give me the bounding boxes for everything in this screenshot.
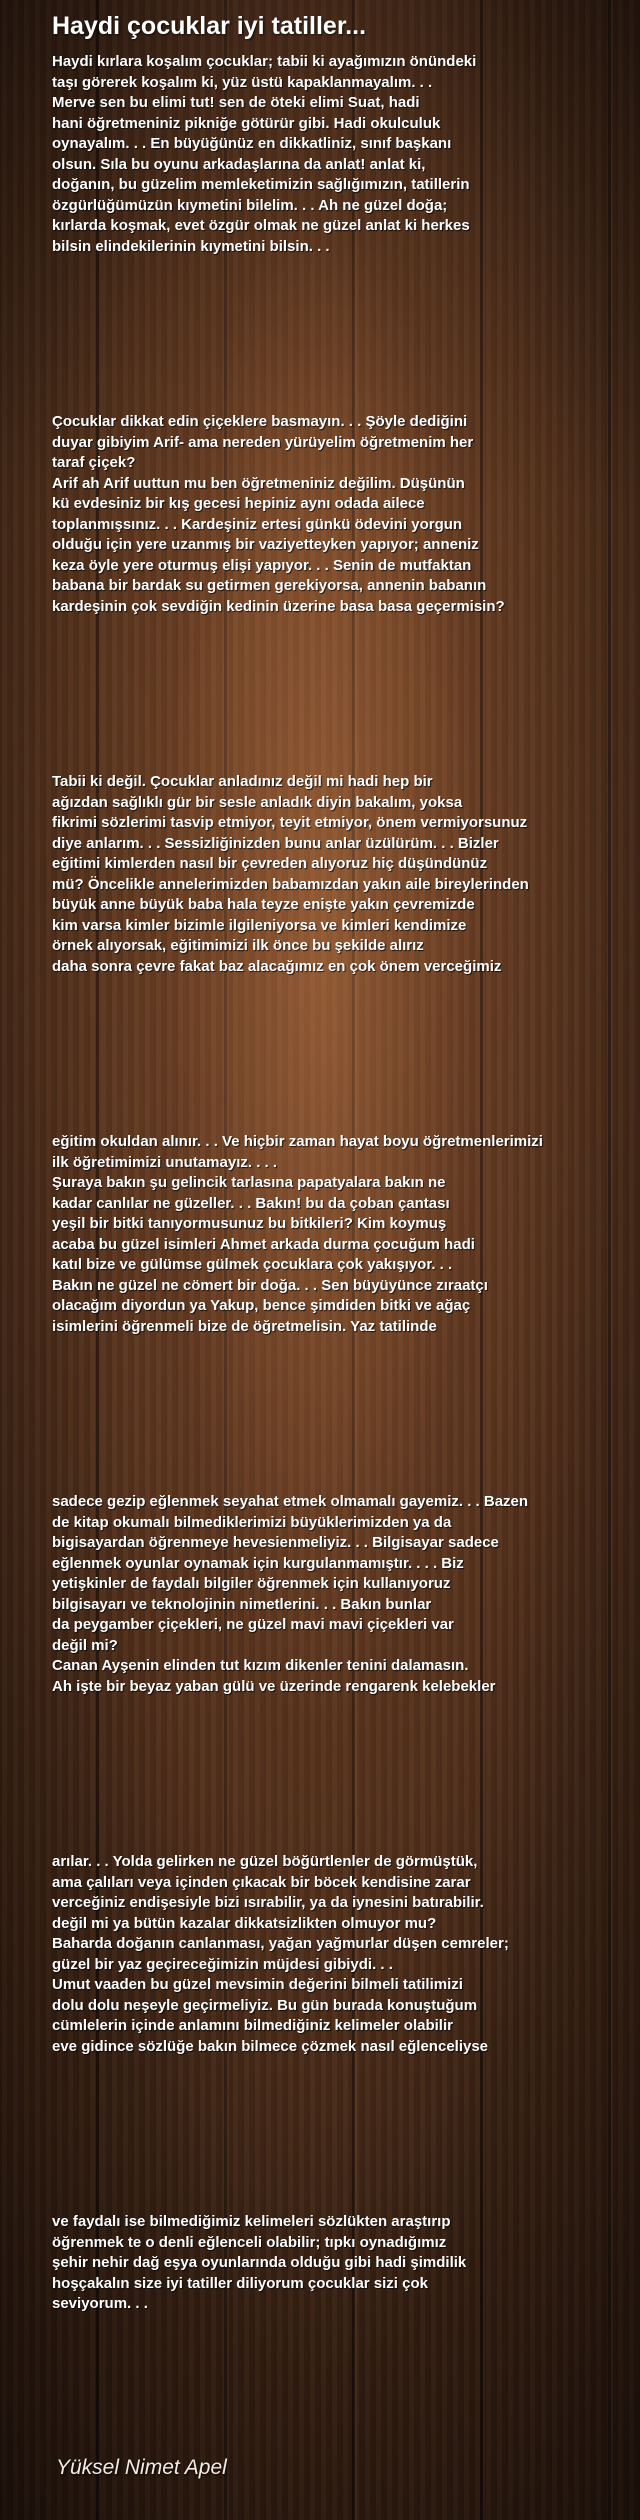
- stanza-3: [52, 772, 612, 977]
- poem-line: diye anlarım. . . Sessizliğinizden bunu anlar üzülürüm. . . Bizler: [52, 834, 499, 852]
- poem-line: da peygamber çiçekleri, ne güzel mavi mavi çiçekleri var: [52, 1616, 454, 1633]
- poem-line: şehir nehir dağ eşya oyunlarında olduğu gibi hadi şimdilik: [52, 2254, 467, 2271]
- poem-line: Arif ah Arif uuttun mu ben öğretmeniniz değilim. Düşünün: [52, 474, 465, 492]
- poem-line: keza öyle yere oturmuş elişi yapıyor. . . Senin de mutfaktan: [52, 556, 472, 574]
- poem-line: doğanın, bu güzelim memleketimizin sağlığımızın, tatillerin: [52, 176, 470, 193]
- poem-line: de kitap okumalı bilmediklerimizi büyüklerimizden ya da: [52, 1513, 452, 1531]
- poem-line: duyar gibiyim Arif- ama nereden yürüyelim öğretmenim her: [52, 433, 474, 451]
- poem-line: ağızdan sağlıklı gür bir sesle anladık diyin bakalım, yoksa: [52, 793, 463, 811]
- poem-line: kırlarda koşmak, evet özgür olmak ne güzel anlat ki herkes: [52, 217, 470, 234]
- poem-line: dolu dolu neşeyle geçirmeliyiz. Bu gün burada konuştuğum: [52, 1996, 478, 2014]
- poem-line: sadece gezip eğlenmek seyahat etmek olmamalı gayemiz. . . Bazen: [52, 1493, 529, 1510]
- poem-line: yetişkinler de faydalı bilgiler öğrenmek için kullanıyoruz: [52, 1575, 451, 1592]
- poem-line: Çocuklar dikkat edin çiçeklere basmayın. . . Şöyle dediğini: [52, 413, 468, 430]
- poem-line: toplanmışsınız. . . Kardeşiniz ertesi günkü ödevini yorgun: [52, 515, 463, 533]
- stanza-6: [52, 1852, 612, 2057]
- poem-line: taraf çiçek?: [52, 454, 136, 471]
- poem-line: ve faydalı ise bilmediğimiz kelimeleri sözlükten araştırıp: [52, 2213, 451, 2230]
- poem-line: daha sonra çevre fakat baz alacağımız en çok önem verceğimiz: [52, 957, 502, 975]
- poem-line: yeşil bir bitki tanıyormusunuz bu bitkileri? Kim koymuş: [52, 1215, 447, 1232]
- poem-line: olduğu için yere uzanmış bir vaziyetteyken yapıyor; anneniz: [52, 536, 479, 553]
- poem-line: büyük anne büyük baba hala teyze enişte yakın çevremizde: [52, 896, 475, 913]
- poem-line: eve gidince sözlüğe bakın bilmece çözmek nasıl eğlenceliyse: [52, 2037, 489, 2055]
- poem-line: babana bir bardak su getirmen gerekiyorsa, annenin babanın: [52, 577, 487, 594]
- poem-line: arılar. . . Yolda gelirken ne güzel böğürtlenler de görmüştük,: [52, 1853, 478, 1870]
- poem-line: Merve sen bu elimi tut! sen de öteki elimi Suat, hadi: [52, 94, 420, 111]
- poem-line: kardeşinin çok sevdiğin kedinin üzerine basa basa geçermisin?: [52, 597, 505, 615]
- poem-line: değil mi ya bütün kazalar dikkatsizlikten olmuyor mu?: [52, 1914, 437, 1932]
- poem-line: Baharda doğanın canlanması, yağan yağmurlar düşen cemreler;: [52, 1935, 509, 1952]
- poem-line: fikrimi sözlerimi tasvip etmiyor, teyit etmiyor, önem vermiyorsunuz: [52, 814, 528, 831]
- poem-line: bilsin elindekilerinin kıymetini bilsin. . .: [52, 237, 330, 255]
- poem-line: ilk öğretimimizi unutamayız. . . .: [52, 1153, 278, 1171]
- poem-line: güzel bir yaz geçireceğimizin müjdesi gibiydi. . .: [52, 1955, 393, 1973]
- stanza-7: [52, 2212, 612, 2315]
- author-name: Yüksel Nimet Apel: [56, 2456, 227, 2479]
- poem-line: öğrenmek te o denli eğlenceli olabilir; tıpkı oynadığımız: [52, 2233, 447, 2251]
- poem-line: Ah işte bir beyaz yaban gülü ve üzerinde rengarenk kelebekler: [52, 1677, 496, 1695]
- poem-line: eğitimi kimlerden nasıl bir çevreden alıyoruz hiç düşündünüz: [52, 855, 488, 872]
- stanza-2: [52, 412, 612, 617]
- poem-line: kim varsa kimler bizimle ilgileniyorsa ve kimleri kendimize: [52, 916, 467, 934]
- poem-line: ama çalıları veya içinden çıkacak bir böcek kendisine zarar: [52, 1873, 471, 1891]
- poem-line: Canan Ayşenin elinden tut kızım dikenler tenini dalamasın.: [52, 1657, 469, 1674]
- poem-line: bilgisayarı ve teknolojinin nimetlerini. . . Bakın bunlar: [52, 1595, 432, 1613]
- poem-title: Haydi çocuklar iyi tatiller...: [52, 12, 367, 40]
- poem-line: cümlelerin içinde anlamını bilmediğiniz kelimeler olabilir: [52, 2017, 453, 2034]
- poem-line: verceğiniz endişesiyle bizi ısırabilir, ya da iynesini batırabilir.: [52, 1894, 484, 1911]
- poem-line: değil mi?: [52, 1636, 118, 1654]
- poem-line: taşı görerek koşalım ki, yüz üstü kapaklanmayalım. . .: [52, 73, 433, 91]
- poem-line: kü evdesiniz bir kış gecesi hepiniz aynı odada ailece: [52, 495, 425, 512]
- stanza-1: [52, 52, 612, 257]
- poem-line: eğitim okuldan alınır. . . Ve hiçbir zaman hayat boyu öğretmenlerimizi: [52, 1133, 543, 1150]
- poem-line: eğlenmek oyunlar oynamak için kurgulanmamıştır. . . . Biz: [52, 1554, 464, 1572]
- poem-line: Tabii ki değil. Çocuklar anladınız değil mi hadi hep bir: [52, 773, 433, 790]
- poem-line: mü? Öncelikle annelerimizden babamızdan yakın aile bireylerinden: [52, 875, 529, 893]
- poem-line: özgürlüğümüzün kıymetini bilelim. . . Ah ne güzel doğa;: [52, 196, 448, 214]
- poem-line: bigisayardan öğrenmeye hevesienmeliyiz. . . Bilgisayar sadece: [52, 1534, 499, 1551]
- poem-line: Şuraya bakın şu gelincik tarlasına papatyalara bakın ne: [52, 1174, 446, 1191]
- poem-line: seviyorum. . .: [52, 2295, 148, 2312]
- poem-line: Umut vaaden bu güzel mevsimin değerini bilmeli tatilimizi: [52, 1976, 463, 1993]
- poem-line: katıl bize ve gülümse gülmek çocuklara çok yakışıyor. . .: [52, 1256, 453, 1273]
- stanza-4: [52, 1132, 612, 1337]
- poem-line: hani öğretmeniniz pikniğe götürür gibi. Hadi okulculuk: [52, 114, 441, 132]
- stanza-5: [52, 1492, 612, 1697]
- poem-line: acaba bu güzel isimleri Ahmet arkada durma çocuğum hadi: [52, 1235, 475, 1253]
- poem-line: oynayalım. . . En büyüğünüz en dikkatliniz, sınıf başkanı: [52, 135, 452, 152]
- poem-line: örnek alıyorsak, eğitimimizi ilk önce bu şekilde alırız: [52, 937, 424, 954]
- poem-line: hoşçakalın size iyi tatiller diliyorum çocuklar sizi çok: [52, 2274, 428, 2292]
- poem-line: Bakın ne güzel ne cömert bir doğa. . . Sen büyüyünce zıraatçı: [52, 1276, 488, 1294]
- poem-line: Haydi kırlara koşalım çocuklar; tabii ki ayağımızın önündeki: [52, 53, 477, 70]
- poem-line: olacağım diyordun ya Yakup, bence şimdiden bitki ve ağaç: [52, 1297, 471, 1314]
- poem-line: kadar canlılar ne güzeller. . . Bakın! bu da çoban çantası: [52, 1194, 450, 1212]
- poem-line: isimlerini öğrenmeli bize de öğretmelisin. Yaz tatilinde: [52, 1317, 437, 1335]
- poem-line: olsun. Sıla bu oyunu arkadaşlarına da anlat! anlat ki,: [52, 155, 426, 173]
